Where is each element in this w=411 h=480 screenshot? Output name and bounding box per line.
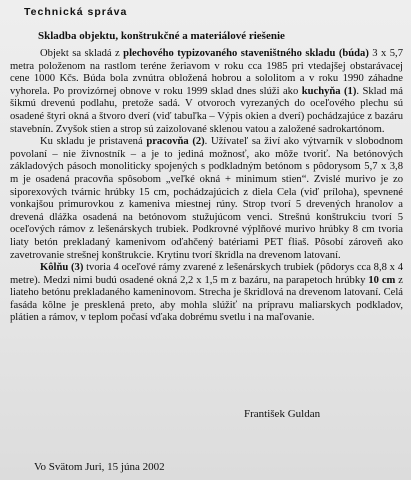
paragraph-kitchen [10, 48, 403, 136]
paragraph-studio [10, 136, 403, 262]
document-subtitle: Skladba objektu, konštrukčné a materiálové riešenie [38, 30, 285, 42]
paragraph-text: Ku skladu je pristavená [40, 136, 147, 148]
bold-term: 10 cm [368, 274, 396, 286]
paragraph-text: 3 x 5,7 metra položenom na rastlom teréne žeriavom v roku cca 1985 pri vtedajšej obstarávacej cene 1000 Kčs. Búda bola zvnútra obložená hobrou a sololitom a v roku 1990 záhadne vyhorela. Po provizórnej obnove v roku 1999 sklad dnes slúži ako [10, 48, 403, 97]
paragraph-text: . Sklad má šikmú drevenú podlahu, pretože sadá. V otvoroch vyrezaných do oceľového plechu sú osadené štyri okná a štvoro dverí (viď tabuľka – Výpis okien a dverí) pochádzajúce z bazáru stavebnín. Zvyšok stien a strop sú zaizolované sklenou vatou a založené sadrokartónom. [10, 85, 403, 135]
paragraph-text: . Užívateľ sa živí ako výtvarník v slobodnom povolaní – nie živnostník – a je to jediná možnosť, ako môže tvoriť. Na betónových základových pásoch monoliticky spojených s podkladným betónom s pôdorysom 5,7 x 3,8 m je osadená pracovňa spôsobom „veľké okná + minimum stien“. Zvislé murivo je zo siporexových tvárnic hrúbky 15 cm, pochádzajúcich z diela Cela (viď príloha), spevnené vonkajšou primurovkou z kameniva miestnej rúny. Strop tvorí 5 drevených hranolov a drevená dlážka osadená na betónovom stužujúcom venci. Strešnú konštrukciu tvorí 5 oceľových rámov z lešenárskych trubiek. Podkrovné výplňové murivo hrúbky 8 cm tvoria liaty betón prekladaný kamenivom oďahčený batériami PET fliaš. Pôsobí zároveň ako zavetrovanie strešnej konštrukcie. Krytinu tvorí škridla na drevenom latovaní. [10, 136, 403, 261]
bold-term: Kôlňu (3) [40, 262, 84, 274]
paragraph-text: Objekt sa skladá z [40, 48, 124, 59]
bold-term: kuchyňa (1) [301, 85, 357, 97]
paragraph-text: tvoria 4 oceľové rámy zvarené z lešenárskych trubiek (pôdorys cca 8,8 x 4 metre). Medzi nimi budú osadené okná 2,2 x 1,5 m z bazáru, na parapetoch hrúbky [10, 262, 403, 286]
author-signature: František Guldan [244, 408, 321, 420]
bold-term: pracovňa (2) [146, 136, 205, 148]
paragraph-text: z liateho betónu prekladaného kameninovom. Strecha je škridlová na drevenom latovaní. Celá fasáda kôlne je presklená preto, aby mohla slúžiť na prípravu maliarskych podkladov, plátien a rámov, v teplom počasí vďaka dobrému svetlu i na maľovanie. [10, 274, 403, 324]
place-and-date: Vo Svätom Juri, 15 júna 2002 [34, 461, 165, 473]
document-heading: Technická správa [24, 6, 128, 18]
bold-term: plechového typizovaného staveništného skladu (búda) [123, 48, 369, 59]
paragraph-shed [10, 262, 403, 325]
